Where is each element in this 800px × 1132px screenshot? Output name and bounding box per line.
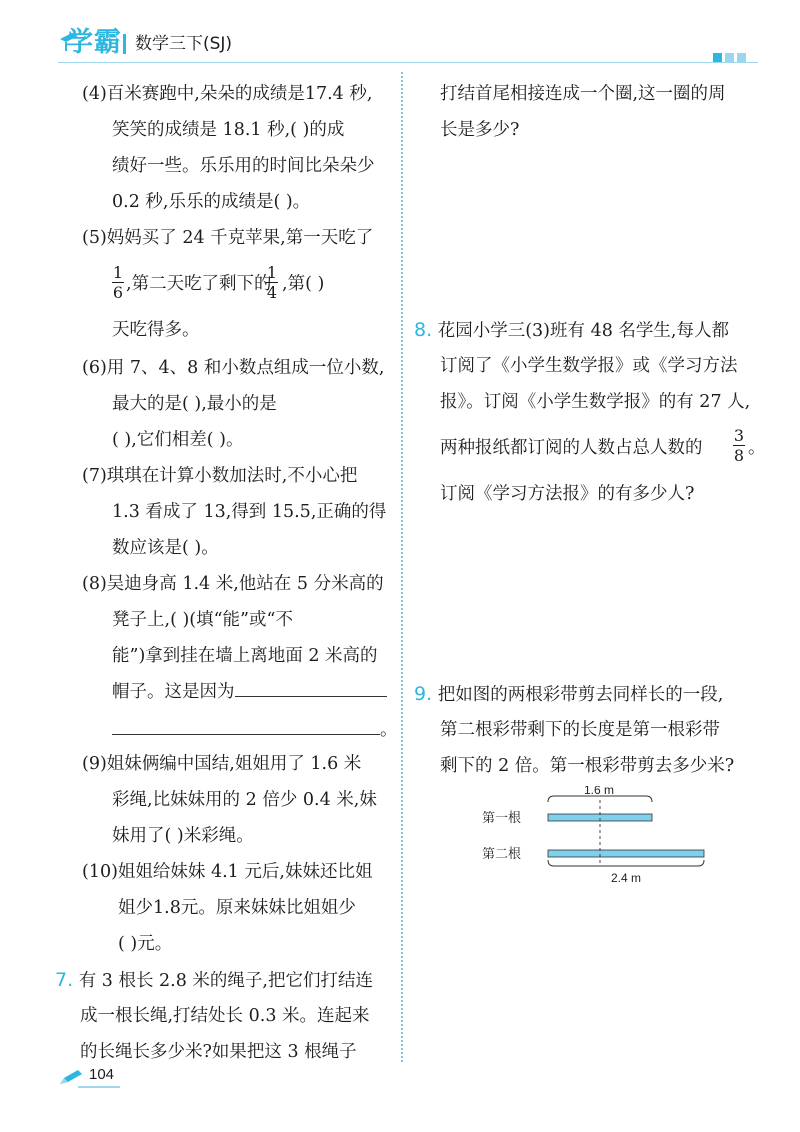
problem-8-line-4-end: 。: [748, 438, 766, 458]
problem-8-line-5: 订阅《学习方法报》的有多少人?: [440, 484, 695, 504]
q5-line-2b: ,第( ): [282, 274, 325, 294]
q8-line-2: 凳子上,( )(填“能”或“不: [112, 610, 293, 630]
ribbon-diagram: [478, 786, 718, 896]
q5-line-3: 天吃得多。: [112, 320, 200, 340]
q8-line-1: (8)吴迪身高 1.4 米,他站在 5 分米高的: [82, 574, 384, 594]
problem-7-line-4: 打结首尾相接连成一个圈,这一圈的周: [440, 84, 726, 104]
q8-line-5: 。: [112, 718, 398, 742]
problem-7-line-2: 成一根长绳,打结处长 0.3 米。连起来: [80, 1006, 370, 1026]
problem-8-fraction: 3 8: [733, 426, 745, 465]
problem-8-line-2: 订阅了《小学生数学报》或《学习方法: [440, 356, 738, 376]
problem-7-number: 7.: [55, 969, 74, 991]
q6-line-2: 最大的是( ),最小的是: [112, 394, 277, 414]
q10-line-3: ( )元。: [118, 934, 173, 954]
q7-line-1: (7)琪琪在计算小数加法时,不小心把: [82, 466, 358, 486]
problem-8-number: 8.: [414, 319, 433, 341]
problem-9-line-1: 9. 把如图的两根彩带剪去同样长的一段,: [414, 683, 724, 705]
header-rule: [58, 62, 758, 63]
q7-line-2: 1.3 看成了 13,得到 15.5,正确的得: [112, 502, 387, 522]
ribbon-2: [548, 850, 704, 857]
ribbon-2-label: 第二根: [482, 847, 522, 862]
footer-rule: [78, 1086, 120, 1088]
q4-line-2: 笑笑的成绩是 18.1 秒,( )的成: [112, 120, 345, 140]
ribbon-1-label: 第一根: [482, 811, 522, 826]
column-divider: [401, 72, 403, 1062]
problem-7-line-3: 的长绳长多少米?如果把这 3 根绳子: [80, 1042, 357, 1062]
q4-line-3: 绩好一些。乐乐用的时间比朵朵少: [112, 156, 375, 176]
q8-line-4: 帽子。这是因为: [112, 680, 387, 704]
ribbon-2-brace: [548, 860, 704, 866]
page-number: 104: [89, 1066, 115, 1083]
logo: 学霸: [66, 27, 122, 58]
answer-blank-2[interactable]: [112, 720, 380, 735]
problem-8-line-1: 8. 花园小学三(3)班有 48 名学生,每人都: [414, 319, 729, 341]
answer-blank-1[interactable]: [235, 682, 387, 697]
problem-8-line-4: 两种报纸都订阅的人数占总人数的: [440, 438, 703, 458]
problem-8-line-3: 报》。订阅《小学生数学报》的有 27 人,: [440, 392, 751, 412]
problem-7-line-5: 长是多少?: [440, 120, 520, 140]
problem-9-number: 9.: [414, 683, 433, 705]
q5-fraction-2: 1 4: [266, 263, 278, 302]
ribbon-2-length-label: 2.4 m: [610, 871, 642, 885]
q4-line-4: 0.2 秒,乐乐的成绩是( )。: [112, 192, 311, 212]
header-decoration: [713, 47, 749, 66]
logo-separator: [123, 34, 126, 54]
pencil-icon: [58, 1068, 86, 1086]
problem-7-line-1: 7. 有 3 根长 2.8 米的绳子,把它们打结连: [55, 969, 373, 991]
book-title: 数学三下(SJ): [135, 34, 233, 54]
q5-line-2a: ,第二天吃了剩下的: [126, 274, 272, 294]
q6-line-3: ( ),它们相差( )。: [112, 430, 244, 450]
ribbon-1-length-label: 1.6 m: [583, 786, 615, 797]
q9-line-1: (9)姐妹俩编中国结,姐姐用了 1.6 米: [82, 754, 362, 774]
q9-line-3: 妹用了( )米彩绳。: [112, 826, 254, 846]
q7-line-3: 数应该是( )。: [112, 538, 219, 558]
problem-9-line-3: 剩下的 2 倍。第一根彩带剪去多少米?: [440, 756, 735, 776]
q5-line-1: (5)妈妈买了 24 千克苹果,第一天吃了: [82, 228, 374, 248]
q5-fraction-1: 1 6: [112, 263, 124, 302]
q10-line-1: (10)姐姐给妹妹 4.1 元后,妹妹还比姐: [82, 862, 373, 882]
q4-line-1: (4)百米赛跑中,朵朵的成绩是17.4 秒,: [82, 84, 373, 104]
problem-9-line-2: 第二根彩带剩下的长度是第一根彩带: [440, 720, 720, 740]
q6-line-1: (6)用 7、4、8 和小数点组成一位小数,: [82, 358, 385, 378]
q8-line-3: 能”)拿到挂在墙上离地面 2 米高的: [112, 646, 378, 666]
q9-line-2: 彩绳,比妹妹用的 2 倍少 0.4 米,妹: [112, 790, 377, 810]
q10-line-2: 姐少1.8元。原来妹妹比姐姐少: [118, 898, 356, 918]
